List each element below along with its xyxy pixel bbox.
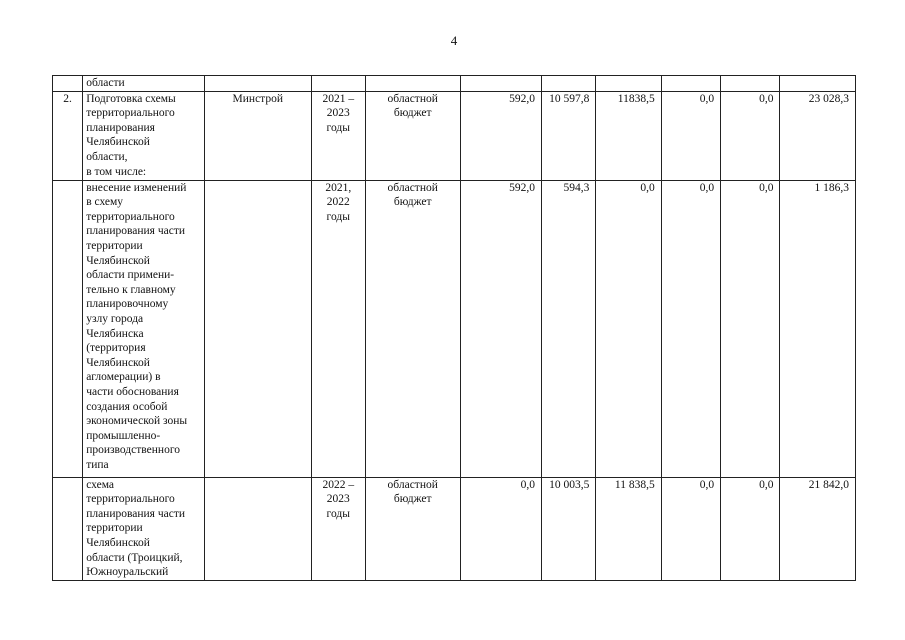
value-cell: 23 028,3 — [780, 91, 856, 180]
executor-cell: Минстрой — [204, 91, 311, 180]
value-cell — [661, 76, 720, 92]
measure-name-cell: внесение изменений в схему территориального планирования части территории Челябинской области примени- тельно к главному планировочному узлу города Челябинска (территория Челябинской агломерации) в части обоснования создания особой экономической зоны промышленно- производственного типа — [83, 180, 205, 477]
value-cell: 11838,5 — [596, 91, 661, 180]
value-cell — [542, 76, 596, 92]
years-cell: 2021, 2022 годы — [311, 180, 365, 477]
row-number-cell: 2. — [53, 91, 83, 180]
budget-table — [52, 75, 856, 581]
value-cell: 0,0 — [596, 180, 661, 477]
years-cell: 2021 – 2023 годы — [311, 91, 365, 180]
executor-cell — [204, 477, 311, 580]
page-number: 4 — [450, 33, 458, 48]
table-row — [53, 180, 856, 477]
value-cell — [721, 76, 780, 92]
measure-name-cell: Подготовка схемы территориального планирования Челябинской области, в том числе: — [83, 91, 205, 180]
years-cell: 2022 – 2023 годы — [311, 477, 365, 580]
value-cell: 594,3 — [542, 180, 596, 477]
row-number-cell — [53, 477, 83, 580]
value-cell: 0,0 — [721, 180, 780, 477]
value-cell: 0,0 — [661, 477, 720, 580]
executor-cell — [204, 180, 311, 477]
value-cell: 1 186,3 — [780, 180, 856, 477]
value-cell: 10 003,5 — [542, 477, 596, 580]
value-cell: 0,0 — [661, 91, 720, 180]
years-cell — [311, 76, 365, 92]
table-row — [53, 91, 856, 180]
table-row — [53, 76, 856, 92]
source-cell: областной бюджет — [365, 180, 460, 477]
value-cell: 11 838,5 — [596, 477, 661, 580]
value-cell: 592,0 — [460, 91, 542, 180]
measure-name-cell: области — [83, 76, 205, 92]
source-cell: областной бюджет — [365, 477, 460, 580]
measure-name-cell: схема территориального планирования части территории Челябинской области (Троицкий, Южноуральский — [83, 477, 205, 580]
source-cell: областной бюджет — [365, 91, 460, 180]
value-cell: 592,0 — [460, 180, 542, 477]
value-cell: 21 842,0 — [780, 477, 856, 580]
row-number-cell — [53, 180, 83, 477]
value-cell — [460, 76, 542, 92]
value-cell — [780, 76, 856, 92]
source-cell — [365, 76, 460, 92]
value-cell: 0,0 — [661, 180, 720, 477]
value-cell: 10 597,8 — [542, 91, 596, 180]
value-cell: 0,0 — [460, 477, 542, 580]
value-cell: 0,0 — [721, 91, 780, 180]
value-cell — [596, 76, 661, 92]
table-row — [53, 477, 856, 580]
executor-cell — [204, 76, 311, 92]
value-cell: 0,0 — [721, 477, 780, 580]
row-number-cell — [53, 76, 83, 92]
